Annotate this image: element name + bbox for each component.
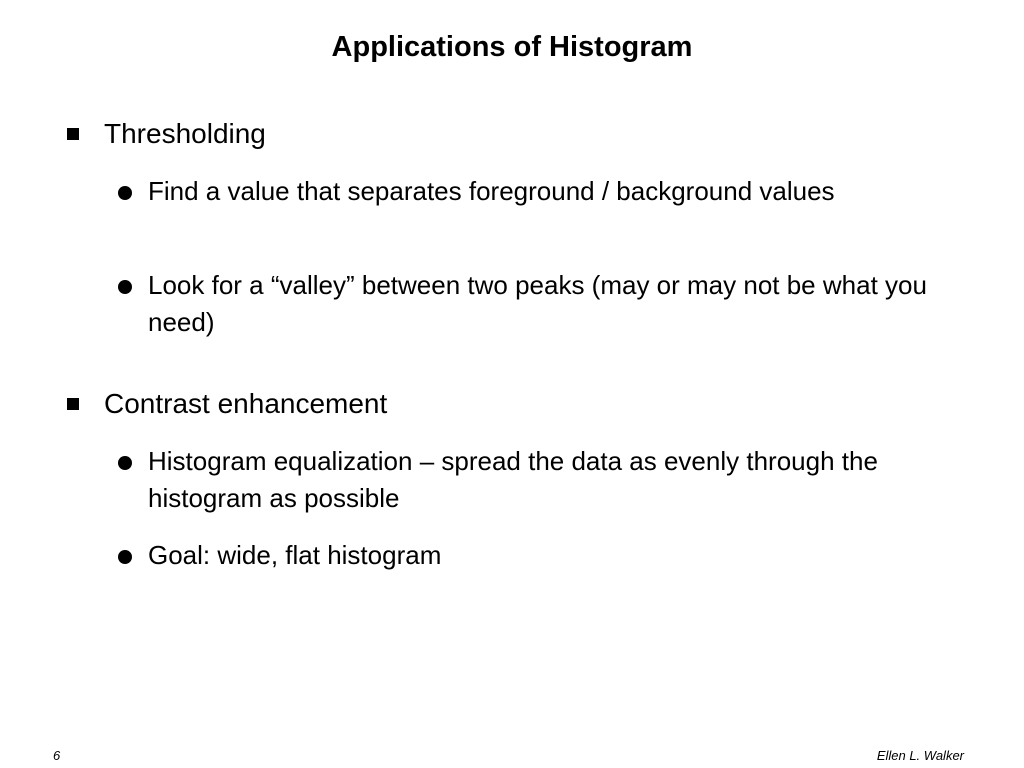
author-name: Ellen L. Walker: [876, 748, 964, 763]
round-bullet-icon: [118, 550, 132, 564]
bullet-section-contrast: [0, 386, 1024, 422]
bullet-heading: [0, 116, 1024, 152]
sub-bullet: [0, 267, 1024, 341]
sub-bullet: [0, 443, 1024, 517]
sub-bullet-item: [0, 173, 968, 210]
square-bullet-icon: [67, 128, 79, 140]
bullet-heading: [0, 386, 1024, 422]
round-bullet-icon: [118, 280, 132, 294]
sub-bullet-text: Histogram equalization – spread the data as evenly through the histogram as possible: [148, 446, 878, 513]
sub-bullet-item: [0, 267, 968, 341]
slide-title: Applications of Histogram: [331, 31, 693, 63]
sub-bullet-text: Goal: wide, flat histogram: [148, 540, 442, 570]
sub-bullet-item: [0, 443, 968, 517]
round-bullet-icon: [118, 186, 132, 200]
bullet-heading-text: Contrast enhancement: [104, 388, 388, 419]
round-bullet-icon: [118, 456, 132, 470]
sub-bullet-text: Look for a “valley” between two peaks (may or may not be what you need): [148, 270, 927, 337]
sub-bullet: [0, 537, 1024, 574]
sub-bullet-item: [0, 537, 968, 574]
page-number: 6: [53, 748, 61, 763]
bullet-section-thresholding: [0, 116, 1024, 152]
sub-bullet-text: Find a value that separates foreground / background values: [148, 176, 835, 206]
sub-bullet: [0, 173, 1024, 210]
square-bullet-icon: [67, 398, 79, 410]
bullet-heading-text: Thresholding: [104, 118, 266, 149]
